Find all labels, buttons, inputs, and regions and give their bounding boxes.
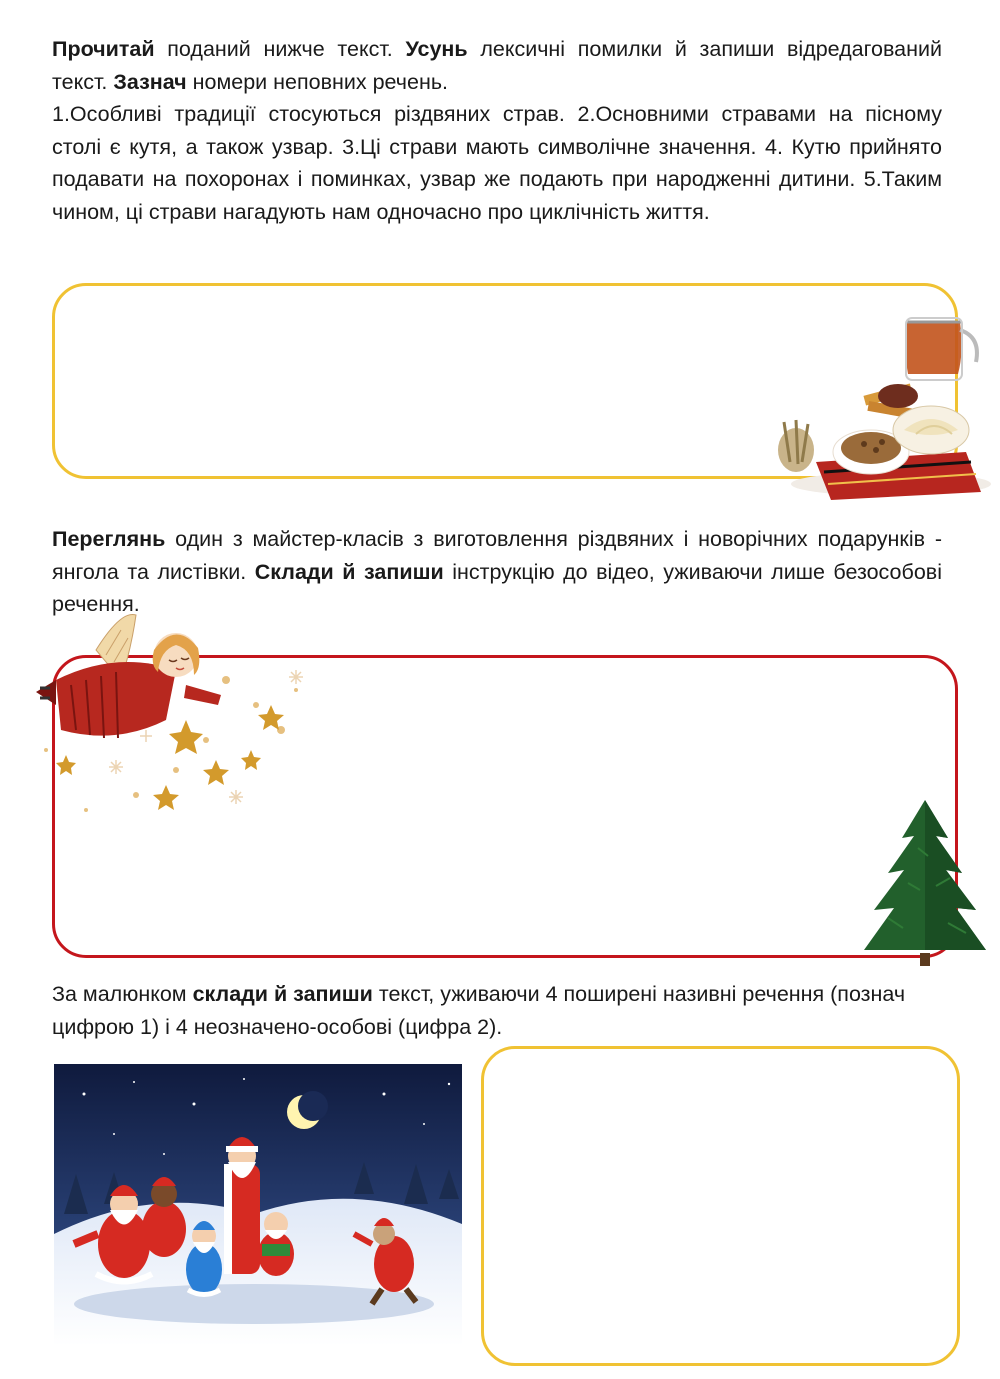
answer-box-3[interactable] (481, 1046, 960, 1366)
food-image (776, 312, 998, 502)
task2-verb-compose: Склади й запиши (254, 559, 444, 584)
task1-source-text: 1.Особливі традиції стосуються різдвяних страв. 2.Основними стравами на пісному столі є кутя, а також узвар. 3.Ці страви мають символічне значення. 4. Кутю прийнято подавати на похоронах і поминках, узвар же подають при народженні дитини. 5.Таким чином, ці страви нагадують нам одночасно про циклічність життя. (52, 102, 942, 224)
task3-instruction (52, 978, 942, 1043)
task1-text-1: поданий нижче текст. (154, 37, 406, 61)
task2-text-2: інструкцію до відео, уживаючи лише безособові речення. (52, 559, 942, 616)
task2-text-1: один з майстер-класів з виготовлення різдвяних і новорічних подарунків - янгола та листівки. (52, 527, 942, 584)
task1-text-3: номери неповних речень. (186, 69, 449, 94)
task2-instruction (52, 523, 942, 621)
angel-image (26, 610, 326, 825)
task1-verb-fix: Усунь (405, 37, 468, 61)
task3-text-1: За малюнком (52, 982, 193, 1006)
santa-scene-image (54, 1064, 462, 1346)
task1-instruction (52, 33, 942, 98)
task1-verb-mark: Зазнач (113, 69, 187, 94)
task3-verb-compose: склади й запиши (192, 982, 373, 1006)
task1-verb-read: Прочитай (52, 37, 155, 61)
christmas-tree-image (858, 798, 993, 968)
task2-verb-watch: Переглянь (52, 527, 166, 551)
task3-text-2: текст, уживаючи 4 поширені називні речення (познач цифрою 1) і 4 неозначено-особові (цифра 2). (52, 982, 906, 1039)
answer-input-3[interactable] (484, 1049, 957, 1363)
task1-text-2: лексичні помилки й запиши відредагований текст. (52, 37, 942, 94)
